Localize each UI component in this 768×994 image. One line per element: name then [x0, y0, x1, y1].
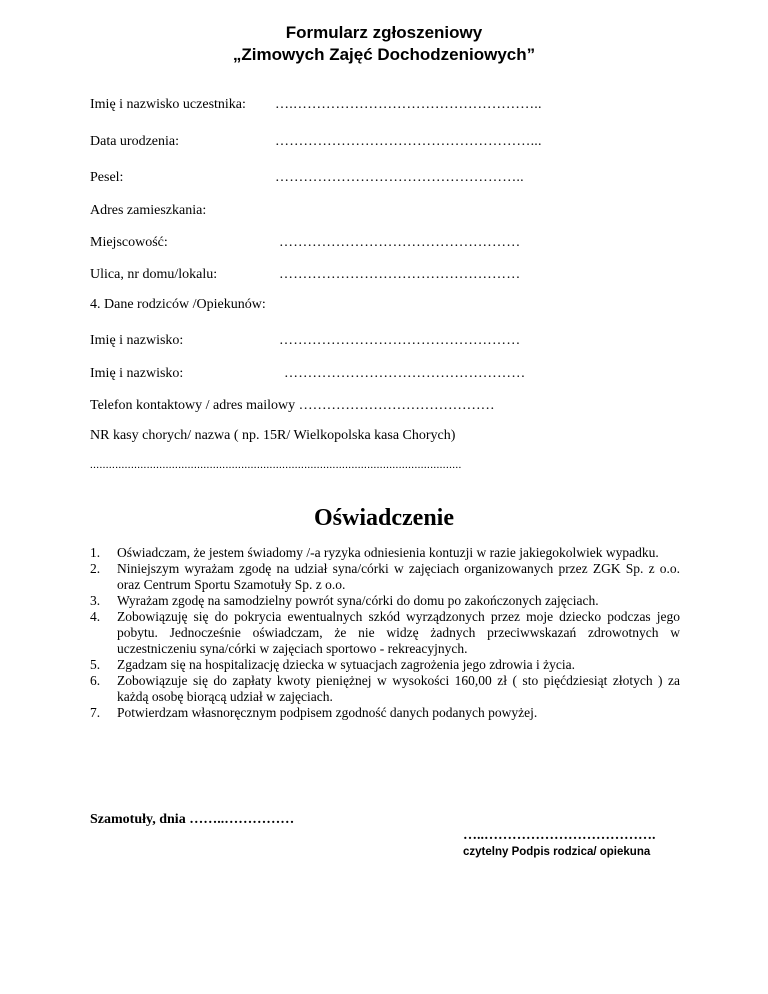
declaration-item: 1. Oświadczam, że jestem świadomy /-a ryzyka odniesienia kontuzji w razie jakiegokolwiek wypadku. [90, 545, 659, 560]
form-title-line-2: „Zimowych Zajęć Dochodzeniowych” [232, 45, 536, 64]
address-label: Adres zamieszkania: [90, 203, 207, 218]
declaration-item: 6. Zobowiązuje się do zapłaty kwoty pieniężnej w wysokości 160,00 zł ( sto pięćdziesiąt złotych ) za każdą osobę biorącą udział w zajęciach. [90, 673, 680, 704]
city-field[interactable]: …………………………………………… [279, 235, 521, 250]
city-label: Miejscowość: [90, 235, 168, 250]
signature-field[interactable]: …..………………………………. [463, 828, 656, 843]
parent2-name-field[interactable]: …………………………………………… [284, 366, 526, 381]
declaration-item: 2. Niniejszym wyrażam zgodę na udział syna/córki w zajęciach organizowanych przez ZGK Sp. z o.o. oraz Centrum Sportu Szamotuły Sp. z o.o. [90, 561, 680, 592]
participant-name-label: Imię i nazwisko uczestnika: [90, 97, 246, 112]
declaration-item: 5. Zgadzam się na hospitalizację dziecka w sytuacjach zagrożenia jego zdrowia i życia. [90, 657, 576, 672]
form-title-line-1: Formularz zgłoszeniowy [285, 23, 483, 42]
pesel-field[interactable]: …………………………………………….. [275, 170, 524, 185]
pesel-label: Pesel: [90, 170, 124, 185]
participant-name-field[interactable]: ….…………………………………………….. [275, 97, 542, 112]
declaration-list [90, 545, 680, 721]
birth-date-field[interactable]: ………………………………………………... [275, 134, 542, 149]
contact-label[interactable]: Telefon kontaktowy / adres mailowy …………………………………… [90, 398, 495, 413]
health-fund-label: NR kasy chorych/ nazwa ( np. 15R/ Wielkopolska kasa Chorych) [90, 428, 456, 443]
declaration-item: 4. Zobowiązuję się do pokrycia ewentualnych szkód wyrządzonych przez moje dziecko podczas jego pobytu. Jednocześnie oświadczam, że nie widzę żadnych przeciwwskazań zdrowotnych w uczestniczeniu syna/córki w zajęciach sportowo - rekreacyjnych. [90, 609, 680, 656]
declaration-heading: Oświadczenie [314, 505, 454, 531]
parent2-name-label: Imię i nazwisko: [90, 366, 184, 381]
health-fund-field[interactable]: ...................................................................................................................... [90, 459, 462, 471]
street-label: Ulica, nr domu/lokalu: [90, 267, 218, 282]
place-date-field[interactable]: Szamotuły, dnia ……..…………… [90, 812, 295, 827]
form-title [0, 22, 768, 66]
parent1-name-label: Imię i nazwisko: [90, 333, 184, 348]
birth-date-label: Data urodzenia: [90, 134, 180, 149]
parents-section-label: 4. Dane rodziców /Opiekunów: [90, 297, 266, 312]
street-field[interactable]: …………………………………………… [279, 267, 521, 282]
declaration-item: 3. Wyrażam zgodę na samodzielny powrót syna/córki do domu po zakończonych zajęciach. [90, 593, 599, 608]
parent1-name-field[interactable]: …………………………………………… [279, 333, 521, 348]
signature-caption: czytelny Podpis rodzica/ opiekuna [463, 846, 651, 858]
declaration-item: 7. Potwierdzam własnoręcznym podpisem zgodność danych podanych powyżej. [90, 705, 538, 720]
